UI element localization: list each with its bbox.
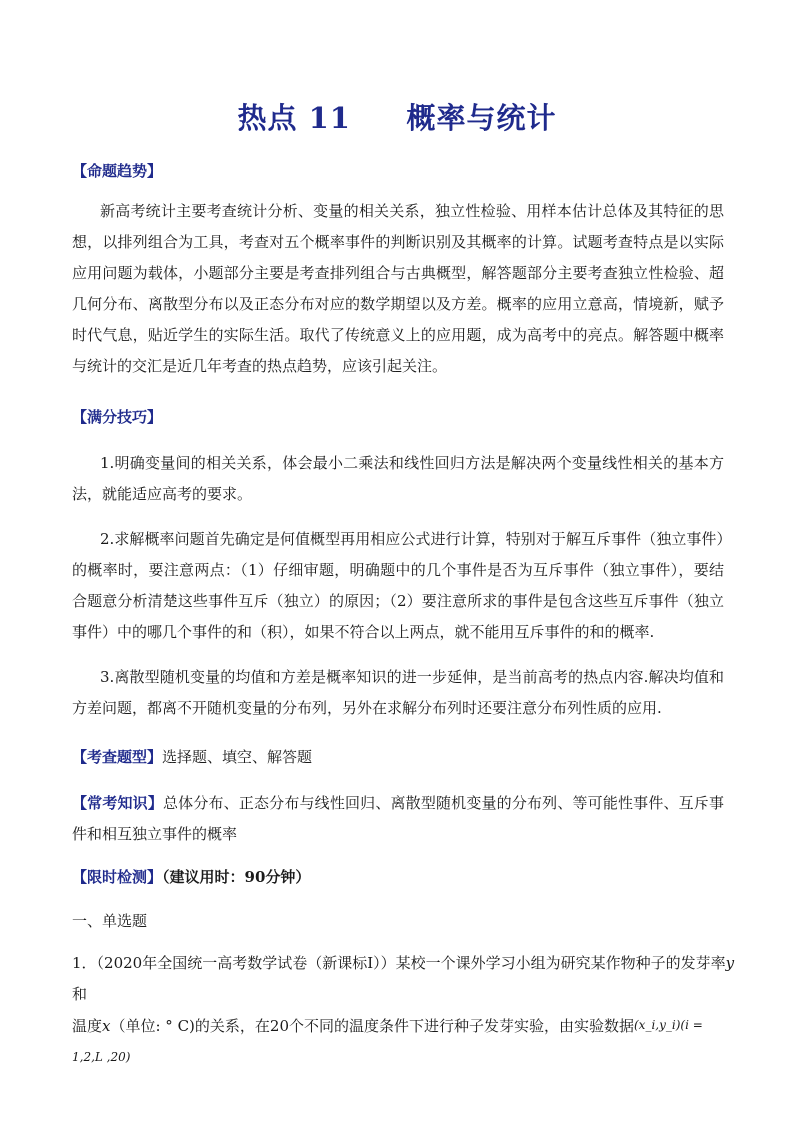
tip-item-3: 3.离散型随机变量的均值和方差是概率知识的进一步延伸，是当前高考的热点内容.解决均值和方差问题，都离不开随机变量的分布列，另外在求解分布列时还要注意分布列性质的应用. (72, 668, 724, 717)
timed-test-heading: 【限时检测】 (72, 868, 163, 886)
question-types-line (72, 742, 724, 773)
common-knowledge-body: 总体分布、正态分布与线性回归、离散型随机变量的分布列、等可能性事件、互斥事件和相互独立事件的概率 (72, 794, 724, 843)
trend-paragraph: 新高考统计主要考查统计分析、变量的相关关系，独立性检验、用样本估计总体及其特征的思想，以排列组合为工具，考查对五个概率事件的判断识别及其概率的计算。试题考查特点是以实际应用问题为载体，小题部分主要是考查排列组合与古典概型，解答题部分主要考查独立性检验、超几何分布、离散型分布以及正态分布对应的数学期望以及方差。概率的应用立意高，情境新，赋予时代气息，贴近学生的实际生活。取代了传统意义上的应用题，成为高考中的亮点。解答题中概率与统计的交汇是近几年考查的热点趋势，应该引起关注。 (72, 202, 724, 375)
question-1-text-a: 1．（2020年全国统一高考数学试卷（新课标Ⅰ））某校一个课外学习小组为研究某作物种子的发芽率 (72, 954, 726, 972)
timed-test-line (72, 862, 724, 893)
common-knowledge-heading: 【常考知识】 (72, 794, 163, 812)
tip-item-2: 2.求解概率问题首先确定是何值概型再用相应公式进行计算，特别对于解互斥事件（独立事件）的概率时，要注意两点：（1）仔细审题，明确题中的几个事件是否为互斥事件（独立事件），要结合题意分析清楚这些事件互斥（独立）的原因；（2）要注意所求的事件是包含这些互斥事件（独立事件）中的哪几个事件的和（积），如果不符合以上两点，就不能用互斥事件的和的概率. (72, 530, 724, 641)
question-1 (72, 948, 736, 1074)
timed-test-note: （建议用时：90分钟） (162, 868, 311, 886)
question-1-formula: (x_i,y_i)(i = 1,2,L ,20) (72, 1018, 703, 1064)
question-1-var-y: y (725, 954, 735, 972)
part-one-heading: 一、单选题 (72, 912, 148, 930)
question-1-text-d: （单位: ° C)的关系，在20个不同的温度条件下进行种子发芽实验，由实验数据 (110, 1017, 634, 1035)
common-knowledge-line (72, 788, 724, 850)
question-types-body: 选择题、填空、解答题 (162, 748, 313, 766)
question-1-var-x: x (102, 1017, 111, 1035)
question-types-heading: 【考查题型】 (72, 748, 163, 766)
tip-item-1: 1.明确变量间的相关关系，体会最小二乘法和线性回归方法是解决两个变量线性相关的基本方法，就能适应高考的要求。 (72, 454, 724, 503)
trend-heading: 【命题趋势】 (72, 162, 163, 180)
page-title: 热点 11 概率与统计 (237, 101, 557, 135)
question-1-text-b: 和 (72, 985, 88, 1003)
question-1-text-c: 温度 (72, 1017, 103, 1035)
tips-heading: 【满分技巧】 (72, 408, 163, 426)
